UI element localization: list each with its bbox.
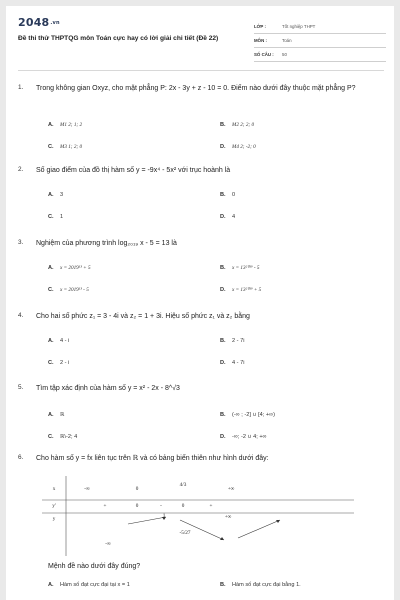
option-c[interactable]: C. ℝ\-2; 4: [48, 434, 78, 440]
question-1: 1. Trong không gian Oxyz, cho mặt phẳng P: 2x - 3y + z - 10 = 0. Điểm nào dưới đây thuộc mặt phẳng P? A. M1 2; 1; 2 B. M2 2; 2; 0 C. M3 1; 2; 0 D. M4 2; -2; 0: [18, 84, 384, 154]
yprime-label: y': [52, 503, 56, 509]
option-b[interactable]: B. x = 13²⁰¹⁹ - 5: [220, 265, 260, 271]
x-value: -∞: [84, 486, 90, 492]
y-value: -∞: [105, 541, 111, 547]
exam-header: [18, 14, 384, 70]
option-a[interactable]: A. M1 2; 1; 2: [48, 122, 83, 128]
option-d[interactable]: D. 4 - 7i: [220, 360, 245, 366]
option-b[interactable]: B. 0: [220, 192, 236, 198]
option-d[interactable]: D. M4 2; -2; 0: [220, 144, 256, 150]
exam-meta: [254, 20, 386, 62]
exam-title: Đề thi thử THPTQG môn Toán cực hay có lời giải chi tiết (Đề 22): [18, 35, 219, 42]
question-text: Số giao điểm của đồ thị hàm số y = -9x⁴ - 5x² với trục hoành là: [36, 167, 231, 174]
exam-page: [6, 6, 394, 600]
question-5: 5. Tìm tập xác định của hàm số y = x² - 2x - 8^√3 A. ℝ B. (-∞ ; -2] ∪ [4; +∞) C. ℝ\-2; 4 D. -∞; -2 ∪ 4; +∞: [18, 384, 384, 444]
sign: 0: [181, 503, 185, 509]
option-c[interactable]: C. x = 2019¹³ - 5: [48, 287, 89, 293]
option-c[interactable]: C. 2 - i: [48, 360, 70, 366]
y-label: y: [52, 516, 56, 522]
option-b[interactable]: B. M2 2; 2; 0: [220, 122, 255, 128]
option-a[interactable]: A. 3: [48, 192, 64, 198]
option-c[interactable]: C. M3 1; 2; 0: [48, 144, 83, 150]
option-b[interactable]: B. 2 - 7i: [220, 338, 245, 344]
question-text: Cho hai số phức z₁ = 3 - 4i và z₂ = 1 + 3i. Hiệu số phức z₁ và z₂ bằng: [36, 313, 250, 320]
y-value: +∞: [224, 514, 232, 520]
variation-table: [42, 476, 354, 556]
sign: +: [209, 503, 213, 509]
question-text: Nghiệm của phương trình log₂₀₁₉ x - 5 = 13 là: [36, 240, 177, 247]
option-a[interactable]: A. 4 - i: [48, 338, 70, 344]
x-value: 0: [135, 486, 139, 492]
option-d[interactable]: D. x = 13²⁰¹⁹ + 5: [220, 287, 262, 293]
x-label: x: [52, 486, 56, 492]
sign: 0: [135, 503, 139, 509]
option-b[interactable]: B. (-∞ ; -2] ∪ [4; +∞): [220, 412, 275, 418]
sign: +: [103, 503, 107, 509]
option-a[interactable]: A. Hàm số đạt cực đại tại x = 1: [48, 582, 130, 588]
question-text: Tìm tập xác định của hàm số y = x² - 2x - 8^√3: [36, 385, 180, 392]
question-text: Cho hàm số y = fx liên tục trên ℝ và có bảng biến thiên như hình dưới đây:: [36, 455, 269, 462]
question-3: 3. Nghiệm của phương trình log₂₀₁₉ x - 5 = 13 là A. x = 2019¹³ + 5 B. x = 13²⁰¹⁹ - 5 C. x = 2019¹³ - 5 D. x = 13²⁰¹⁹ + 5: [18, 239, 384, 299]
y-value: 1: [162, 513, 166, 519]
option-c[interactable]: C. 1: [48, 214, 64, 220]
x-value: 4/3: [179, 482, 187, 488]
option-a[interactable]: A. x = 2019¹³ + 5: [48, 265, 91, 271]
question-2: 2. Số giao điểm của đồ thị hàm số y = -9x⁴ - 5x² với trục hoành là A. 3 B. 0 C. 1 D. 4: [18, 166, 384, 226]
x-value: +∞: [227, 486, 235, 492]
meta-row-subject: MÔN : Toán: [254, 34, 386, 48]
option-b[interactable]: B. Hàm số đạt cực đại bằng 1.: [220, 582, 301, 588]
meta-row-class: LỚP : Tốt nghiệp THPT: [254, 20, 386, 34]
question-text: Trong không gian Oxyz, cho mặt phẳng P: 2x - 3y + z - 10 = 0. Điểm nào dưới đây thuộc mặt phẳng P?: [36, 85, 356, 92]
option-d[interactable]: D. -∞; -2 ∪ 4; +∞: [220, 434, 267, 440]
meta-row-question-count: SỐ CÂU : 50: [254, 48, 386, 62]
option-d[interactable]: D. 4: [220, 214, 236, 220]
option-a[interactable]: A. ℝ: [48, 412, 65, 418]
question-4: 4. Cho hai số phức z₁ = 3 - 4i và z₂ = 1 + 3i. Hiệu số phức z₁ và z₂ bằng A. 4 - i B. 2 - 7i C. 2 - i D. 4 - 7i: [18, 312, 384, 372]
site-logo[interactable]: 2048.vn: [18, 16, 60, 29]
header-divider: [18, 70, 384, 71]
sign: -: [160, 503, 162, 509]
y-value: -5/27: [179, 530, 191, 536]
question-6: 6. Cho hàm số y = fx liên tục trên ℝ và có bảng biến thiên như hình dưới đây:: [18, 454, 384, 474]
question-6-prompt: Mệnh đề nào dưới đây đúng? A. Hàm số đạt cực đại tại x = 1 B. Hàm số đạt cực đại bằng 1.: [48, 563, 301, 588]
